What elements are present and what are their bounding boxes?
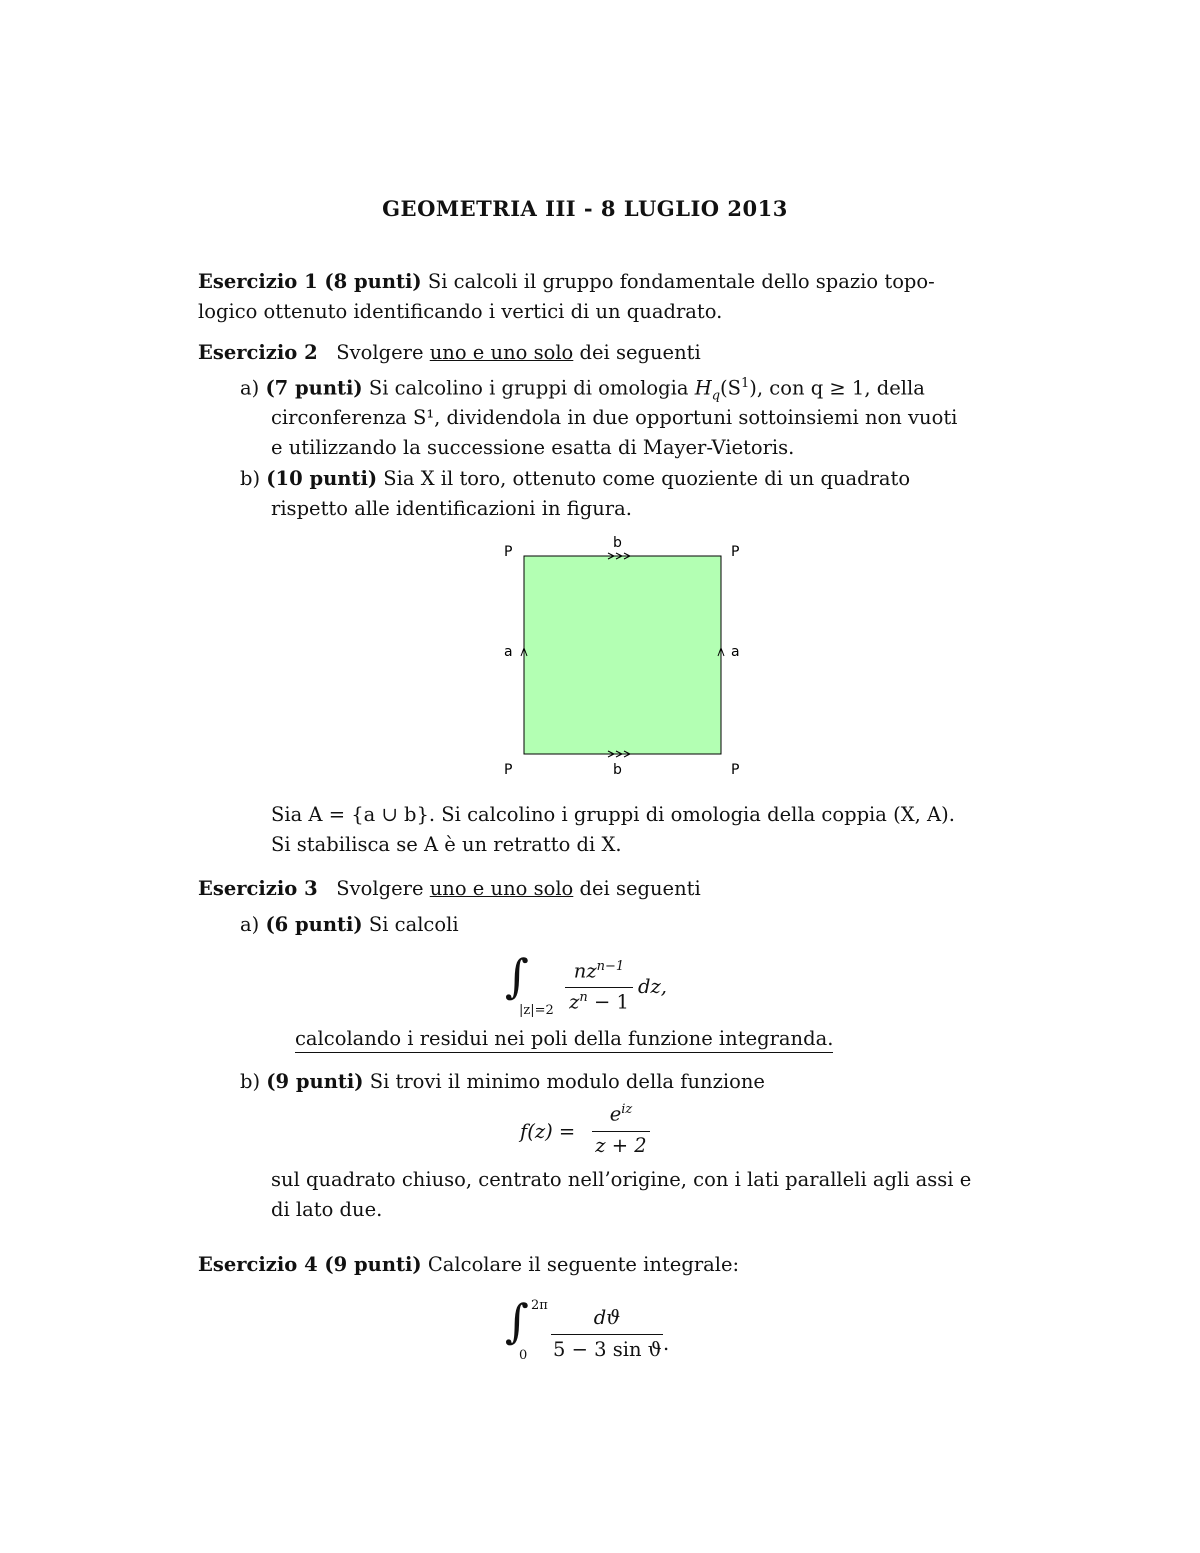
fraction-denominator: 5 − 3 sin ϑ	[553, 1338, 662, 1361]
fraction-denominator	[567, 990, 631, 1014]
exercise-3b-line1	[240, 1070, 765, 1093]
edge-label-bottom: b	[613, 762, 622, 778]
exercise-2b-text: Sia X il toro, ottenuto come quoziente di un quadrato	[383, 467, 911, 490]
exercise-3-label: Esercizio 3	[198, 877, 318, 900]
exercise-1-text: Si calcoli il gruppo fondamentale dello spazio topo-	[427, 270, 935, 293]
exercise-3-post: dei seguenti	[579, 877, 701, 900]
num-base: nz	[573, 959, 597, 983]
function-formula	[520, 1100, 670, 1162]
exercise-2-pre: Svolgere	[336, 341, 424, 364]
fraction-bar	[592, 1131, 650, 1132]
page-title: GEOMETRIA III - 8 LUGLIO 2013	[382, 196, 788, 221]
item-marker: a)	[240, 913, 260, 936]
integral-sign: ∫	[505, 1294, 529, 1348]
homology-symbol: H	[694, 376, 712, 400]
function-numerator	[592, 1102, 650, 1126]
definite-integral	[505, 1294, 695, 1368]
item-marker: a)	[240, 376, 260, 400]
vertex-label-bottom-right: P	[731, 762, 740, 778]
exercise-2a-line2: circonferenza S¹, dividendola in due opportuni sottoinsiemi non vuoti	[271, 406, 958, 429]
function-denominator	[592, 1134, 650, 1157]
fraction-numerator	[567, 959, 631, 983]
lhs-text: f(z) =	[520, 1120, 576, 1143]
item-marker: b)	[240, 1070, 261, 1093]
exercise-2-post: dei seguenti	[579, 341, 701, 364]
integral-tail: .	[663, 1332, 670, 1355]
exercise-2a-points: (7 punti)	[265, 376, 363, 400]
square-region	[524, 556, 721, 754]
exercise-3a-note: calcolando i residui nei poli della funzione integranda.	[295, 1027, 833, 1053]
exercise-3b-line2: sul quadrato chiuso, centrato nell’origine, con i lati paralleli agli assi e	[271, 1168, 972, 1191]
circle-exponent: 1	[741, 376, 750, 391]
exercise-2a-rest: ), con q ≥ 1, della	[749, 376, 925, 400]
exercise-2-header	[198, 341, 701, 364]
exercise-1-label: Esercizio 1 (8 punti)	[198, 270, 422, 293]
exercise-3b-line3: di lato due.	[271, 1198, 383, 1221]
num-exp: n−1	[596, 959, 625, 974]
function-lhs	[520, 1120, 575, 1143]
exercise-3-pre: Svolgere	[336, 877, 424, 900]
num-exp: iz	[621, 1102, 633, 1117]
fraction-numerator	[553, 1306, 661, 1329]
num-e: e	[609, 1102, 622, 1126]
exercise-3-header	[198, 877, 701, 900]
vertex-label-bottom-left: P	[504, 762, 513, 778]
edge-label-top: b	[613, 535, 622, 551]
fraction-bar	[565, 987, 633, 988]
exercise-3a-points: (6 punti)	[265, 913, 363, 936]
exercise-2a-text: Si calcolino i gruppi di omologia	[368, 376, 689, 400]
exercise-2b-after2: Si stabilisca se A è un retratto di X.	[271, 833, 622, 856]
edge-label-left: a	[504, 644, 513, 660]
num-text: dϑ	[593, 1306, 621, 1329]
edge-label-right: a	[731, 644, 740, 660]
dz: dz,	[638, 975, 667, 998]
den-text: z + 2	[595, 1134, 647, 1157]
exercise-2b-line2: rispetto alle identificazioni in figura.	[271, 497, 632, 520]
exercise-2b-points: (10 punti)	[266, 467, 378, 490]
torus-figure	[490, 530, 760, 785]
exercise-1-line2: logico ottenuto identificando i vertici di un quadrato.	[198, 300, 723, 323]
exercise-2-label: Esercizio 2	[198, 341, 318, 364]
integral-subscript: |z|=2	[519, 1003, 554, 1018]
exercise-2b-line1	[240, 467, 910, 490]
exercise-3a-text: Si calcoli	[368, 913, 459, 936]
exercise-3-underlined: uno e uno solo	[429, 877, 574, 900]
integral-sign: ∫	[505, 949, 529, 1003]
exercise-3b-points: (9 punti)	[266, 1070, 364, 1093]
exercise-2-underlined: uno e uno solo	[429, 341, 574, 364]
exercise-4-text: Calcolare il seguente integrale:	[427, 1253, 740, 1276]
den-rest: − 1	[587, 990, 629, 1014]
vertex-label-top-left: P	[504, 544, 513, 560]
differential	[638, 975, 667, 998]
exercise-2a-line1	[240, 376, 925, 403]
exercise-4-line1	[198, 1253, 739, 1276]
exercise-2b-after1: Sia A = {a ∪ b}. Si calcolino i gruppi di omologia della coppia (X, A).	[271, 803, 955, 826]
exercise-3b-text: Si trovi il minimo modulo della funzione	[369, 1070, 765, 1093]
vertex-label-top-right: P	[731, 544, 740, 560]
exercise-3a-line1	[240, 913, 459, 936]
circle-symbol: (S	[720, 376, 741, 400]
homology-index: q	[711, 388, 721, 404]
exercise-4-label: Esercizio 4 (9 punti)	[198, 1253, 422, 1276]
den-base: z	[569, 990, 580, 1014]
fraction-bar	[551, 1334, 663, 1335]
contour-integral	[505, 949, 705, 1025]
integral-lower: 0	[519, 1348, 528, 1363]
exercise-1-line1	[198, 270, 935, 293]
integral-upper: 2π	[531, 1298, 548, 1313]
exercise-2a-line3: e utilizzando la successione esatta di Mayer-Vietoris.	[271, 436, 795, 459]
den-exp: n	[579, 990, 588, 1005]
item-marker: b)	[240, 467, 261, 490]
